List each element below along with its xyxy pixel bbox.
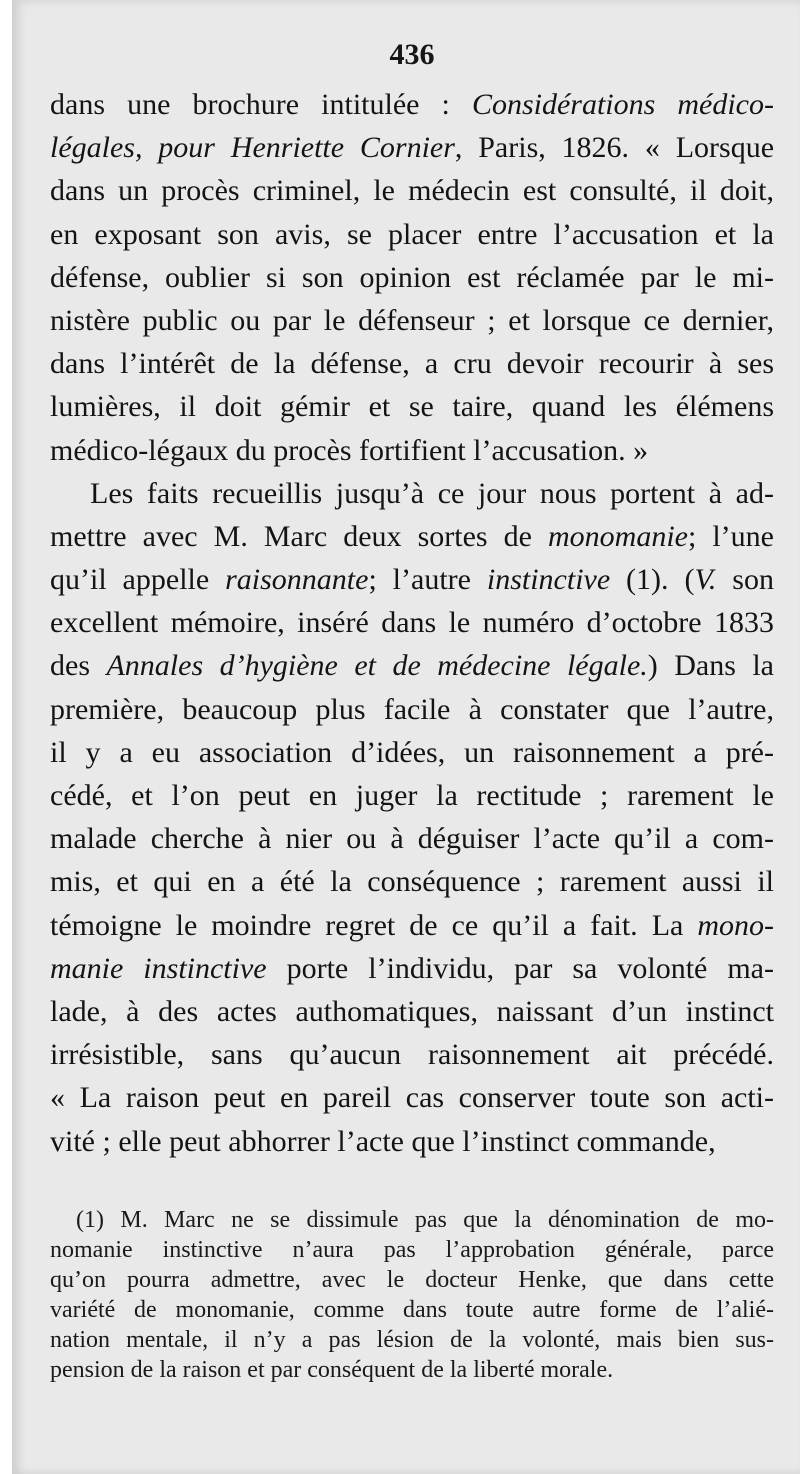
text-line bbox=[50, 515, 774, 558]
text-line bbox=[50, 429, 774, 472]
text-span: « La raison peut en pareil cas conserver toute son acti- bbox=[50, 1081, 774, 1115]
text-span: variété de monomanie, comme dans toute autre forme de l’alié- bbox=[50, 1297, 774, 1323]
italic-text: Considérations médico- bbox=[471, 88, 774, 121]
book-page bbox=[12, 0, 800, 1474]
text-span: ; l’une bbox=[687, 519, 774, 553]
text-span: lade, à des actes authomatiques, naissant d’un instinct bbox=[50, 994, 774, 1028]
page-number: 436 bbox=[389, 38, 435, 71]
text-line bbox=[50, 731, 774, 774]
text-line bbox=[50, 904, 774, 947]
text-span: son bbox=[716, 563, 774, 597]
text-span: des bbox=[50, 649, 107, 683]
text-line bbox=[50, 1033, 774, 1076]
text-line bbox=[50, 213, 774, 256]
text-line bbox=[50, 169, 774, 212]
text-span: (1) M. Marc ne se dissimule pas que la dénomination de mo- bbox=[76, 1207, 774, 1233]
text-span: lumières, il doit gémir et se taire, quand les élémens bbox=[50, 390, 774, 424]
italic-text: instinctive bbox=[486, 563, 611, 597]
text-line bbox=[50, 644, 774, 687]
text-line bbox=[50, 1205, 774, 1235]
text-line bbox=[50, 385, 774, 428]
text-line bbox=[50, 1355, 774, 1385]
text-span: défense, oublier si son opinion est réclamée par le mi- bbox=[50, 260, 774, 294]
text-line bbox=[50, 947, 774, 990]
text-span: nation mentale, il n’y a pas lésion de la volonté, mais bien sus- bbox=[50, 1327, 774, 1353]
text-line bbox=[50, 817, 774, 860]
text-span: médico-légaux du procès fortifient l’accusation. » bbox=[50, 433, 649, 467]
text-line bbox=[50, 774, 774, 817]
text-line bbox=[50, 472, 774, 515]
text-span: ; l’autre bbox=[368, 563, 487, 597]
text-span: dans l’intérêt de la défense, a cru devoir recourir à ses bbox=[50, 347, 774, 381]
text-span: Les faits recueillis jusqu’à ce jour nous portent à ad- bbox=[90, 476, 774, 510]
text-span: en exposant son avis, se placer entre l’accusation et la bbox=[50, 217, 774, 251]
body-text bbox=[50, 83, 774, 1163]
text-span: qu’il appelle bbox=[50, 563, 226, 597]
text-span: pension de la raison et par conséquent de la liberté morale. bbox=[50, 1357, 614, 1383]
text-span: , Paris, 1826. « Lorsque bbox=[454, 131, 775, 165]
text-line bbox=[50, 1265, 774, 1295]
italic-text: légales, pour Henriette Cornier bbox=[50, 131, 455, 165]
italic-text: mono- bbox=[697, 908, 774, 942]
italic-text: manie instinctive bbox=[50, 951, 267, 985]
text-line bbox=[50, 1295, 774, 1325]
text-line bbox=[50, 1076, 774, 1119]
footnote bbox=[50, 1205, 774, 1385]
text-line bbox=[50, 126, 774, 169]
text-span: vité ; elle peut abhorrer l’acte que l’instinct commande, bbox=[50, 1124, 716, 1158]
text-span: nistère public ou par le défenseur ; et lorsque ce dernier, bbox=[50, 303, 774, 337]
italic-text: monomanie bbox=[547, 519, 688, 553]
text-span: qu’on pourra admettre, avec le docteur Henke, que dans cette bbox=[50, 1267, 774, 1293]
text-span: mis, et qui en a été la conséquence ; rarement aussi il bbox=[50, 865, 774, 899]
text-span: irrésistible, sans qu’aucun raisonnement ait précédé. bbox=[50, 1038, 774, 1072]
text-line bbox=[50, 256, 774, 299]
text-line bbox=[50, 83, 774, 126]
text-line bbox=[50, 1325, 774, 1355]
text-span: dans une brochure intitulée : bbox=[50, 88, 472, 121]
text-span: dans un procès criminel, le médecin est consulté, il doit, bbox=[50, 174, 774, 208]
text-span: excellent mémoire, inséré dans le numéro d’octobre 1833 bbox=[50, 606, 774, 640]
text-line bbox=[50, 299, 774, 342]
text-span: (1). ( bbox=[610, 563, 695, 597]
text-span: nomanie instinctive n’aura pas l’approbation générale, parce bbox=[50, 1237, 774, 1263]
text-span: ) Dans la bbox=[647, 649, 774, 683]
text-span: témoigne le moindre regret de ce qu’il a fait. La bbox=[50, 908, 698, 942]
text-line bbox=[50, 342, 774, 385]
text-span: porte l’individu, par sa volonté ma- bbox=[266, 951, 774, 985]
text-line bbox=[50, 688, 774, 731]
italic-text: V. bbox=[694, 563, 717, 597]
text-span: il y a eu association d’idées, un raisonnement a pré- bbox=[50, 735, 774, 769]
text-line bbox=[50, 990, 774, 1033]
text-span: malade cherche à nier ou à déguiser l’acte qu’il a com- bbox=[50, 822, 774, 856]
text-span: première, beaucoup plus facile à constater que l’autre, bbox=[50, 692, 774, 726]
text-line bbox=[50, 860, 774, 903]
text-line bbox=[50, 601, 774, 644]
text-span: mettre avec M. Marc deux sortes de bbox=[50, 519, 548, 553]
text-line bbox=[50, 1235, 774, 1265]
italic-text: raisonnante bbox=[225, 563, 369, 597]
text-span: cédé, et l’on peut en juger la rectitude ; rarement le bbox=[50, 779, 774, 812]
italic-text: Annales d’hygiène et de médecine légale. bbox=[106, 649, 648, 683]
text-line bbox=[50, 558, 774, 601]
text-line bbox=[50, 1120, 774, 1163]
